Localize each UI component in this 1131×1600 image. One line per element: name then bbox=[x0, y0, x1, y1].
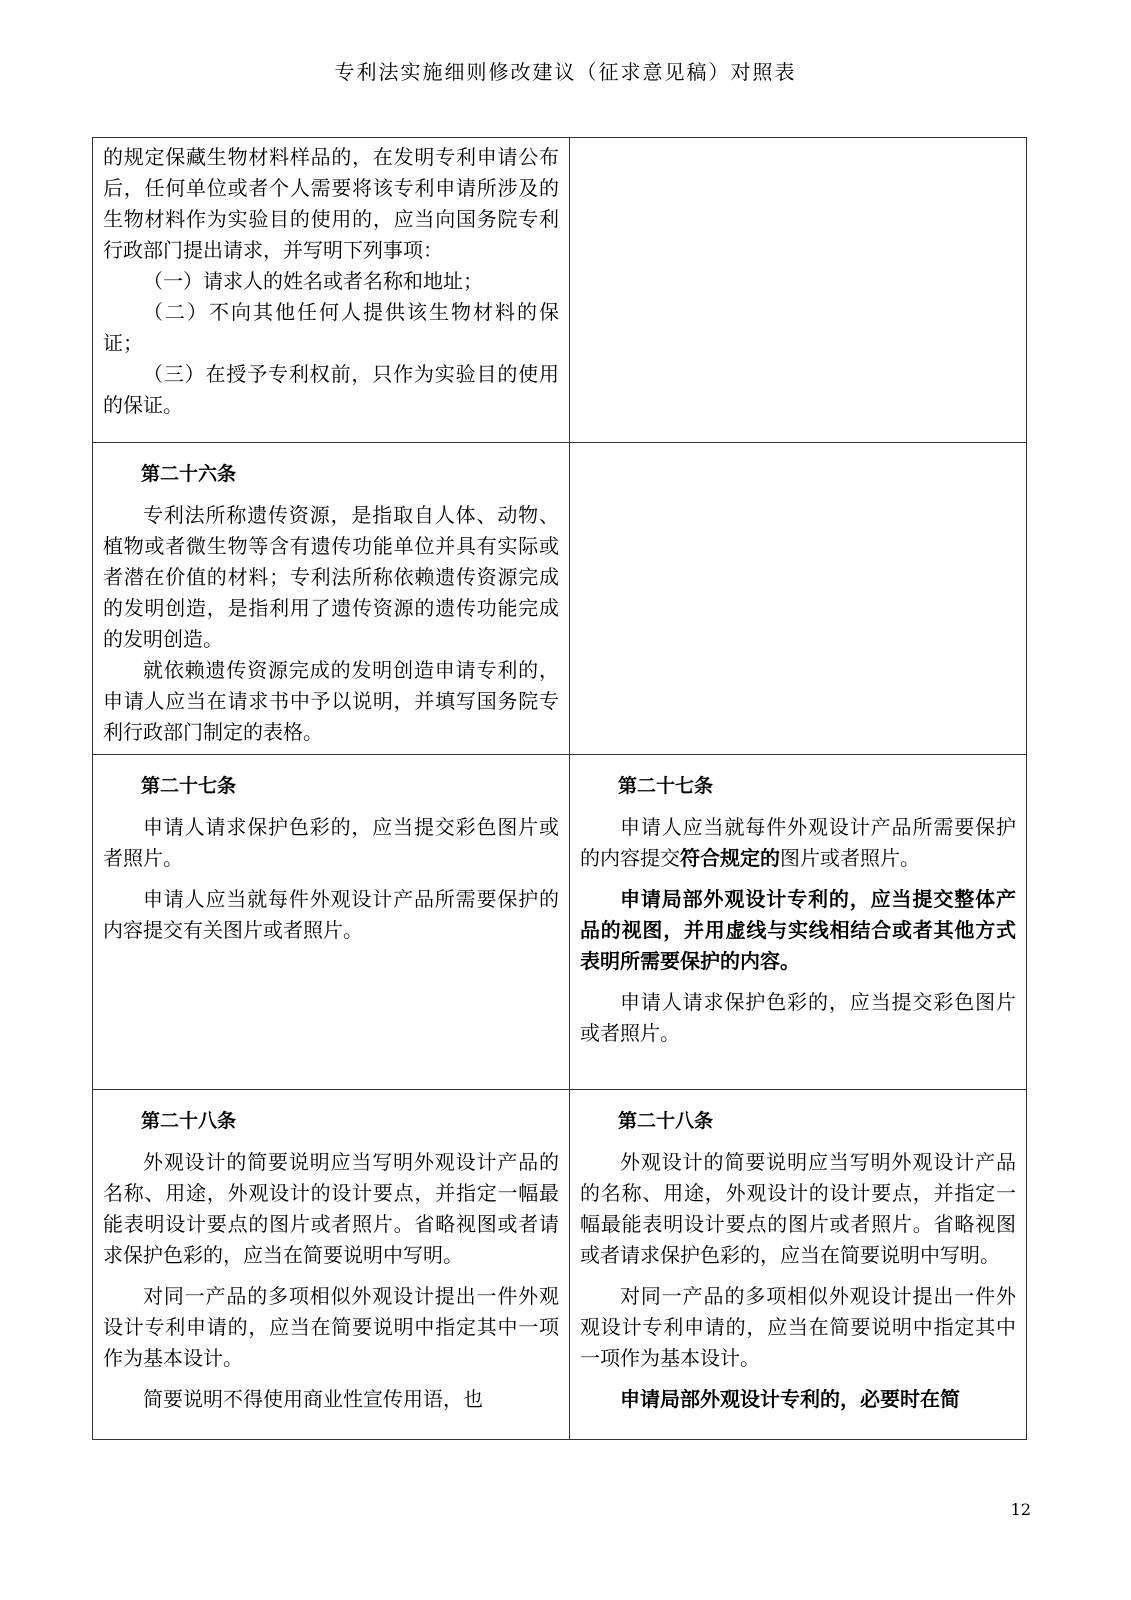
page-header-title: 专利法实施细则修改建议（征求意见稿）对照表 bbox=[334, 60, 797, 84]
paragraph: （一）请求人的姓名或者名称和地址； bbox=[143, 269, 483, 293]
table-row bbox=[93, 755, 1027, 1090]
proposed-text-cell bbox=[570, 1090, 1027, 1440]
comparison-table bbox=[92, 137, 1027, 1440]
text-run: 图片或者照片。 bbox=[780, 846, 920, 870]
article-heading: 第二十六条 bbox=[141, 463, 237, 485]
current-text-cell bbox=[93, 1090, 570, 1440]
current-text-cell bbox=[93, 443, 570, 755]
paragraph: （二）不向其他任何人提供该生物材料的保证； bbox=[103, 300, 559, 355]
proposed-text-cell bbox=[570, 138, 1027, 443]
article-heading: 第二十八条 bbox=[618, 1110, 714, 1132]
paragraph: 的规定保藏生物材料样品的，在发明专利申请公布后，任何单位或者个人需要将该专利申请所涉及的生物材料作为实验目的使用的，应当向国务院专利行政部门提出请求，并写明下列事项： bbox=[103, 145, 559, 262]
text-run: 申请人应当就每件外观设计产品所需要保护的内容提交 bbox=[580, 815, 1016, 870]
bold-paragraph: 申请局部外观设计专利的，应当提交整体产品的视图，并用虚线与实线相结合或者其他方式表明所需要保护的内容。 bbox=[580, 887, 1016, 973]
paragraph: 外观设计的简要说明应当写明外观设计产品的名称、用途，外观设计的设计要点，并指定一幅最能表明设计要点的图片或者照片。省略视图或者请求保护色彩的，应当在简要说明中写明。 bbox=[103, 1150, 559, 1267]
paragraph: 申请人应当就每件外观设计产品所需要保护的内容提交有关图片或者照片。 bbox=[103, 887, 559, 942]
paragraph: 简要说明不得使用商业性宣传用语，也 bbox=[143, 1387, 483, 1411]
bold-text-run: 符合规定的 bbox=[680, 846, 780, 870]
current-text-cell bbox=[93, 755, 570, 1090]
bold-paragraph: 申请局部外观设计专利的，必要时在简 bbox=[620, 1387, 960, 1411]
paragraph: 外观设计的简要说明应当写明外观设计产品的名称、用途，外观设计的设计要点，并指定一幅最能表明设计要点的图片或者照片。省略视图或者请求保护色彩的，应当在简要说明中写明。 bbox=[580, 1150, 1016, 1267]
paragraph: 申请人请求保护色彩的，应当提交彩色图片或者照片。 bbox=[580, 990, 1016, 1045]
page-number: 12 bbox=[1010, 1500, 1031, 1519]
paragraph: （三）在授予专利权前，只作为实验目的使用的保证。 bbox=[103, 362, 559, 417]
paragraph: 就依赖遗传资源完成的发明创造申请专利的，申请人应当在请求书中予以说明，并填写国务院专利行政部门制定的表格。 bbox=[103, 658, 559, 744]
article-heading: 第二十八条 bbox=[141, 1110, 237, 1132]
paragraph: 对同一产品的多项相似外观设计提出一件外观设计专利申请的，应当在简要说明中指定其中一项作为基本设计。 bbox=[580, 1284, 1016, 1370]
current-text-cell bbox=[93, 138, 570, 443]
paragraph: 申请人请求保护色彩的，应当提交彩色图片或者照片。 bbox=[103, 815, 559, 870]
article-heading: 第二十七条 bbox=[618, 775, 714, 797]
table-row bbox=[93, 443, 1027, 755]
paragraph: 对同一产品的多项相似外观设计提出一件外观设计专利申请的，应当在简要说明中指定其中一项作为基本设计。 bbox=[103, 1284, 559, 1370]
proposed-text-cell bbox=[570, 755, 1027, 1090]
proposed-text-cell bbox=[570, 443, 1027, 755]
paragraph bbox=[580, 812, 1016, 874]
article-heading: 第二十七条 bbox=[141, 775, 237, 797]
paragraph: 专利法所称遗传资源，是指取自人体、动物、植物或者微生物等含有遗传功能单位并具有实际或者潜在价值的材料；专利法所称依赖遗传资源完成的发明创造，是指利用了遗传资源的遗传功能完成的发明创造。 bbox=[103, 503, 559, 651]
table-row bbox=[93, 138, 1027, 443]
table-row bbox=[93, 1090, 1027, 1440]
